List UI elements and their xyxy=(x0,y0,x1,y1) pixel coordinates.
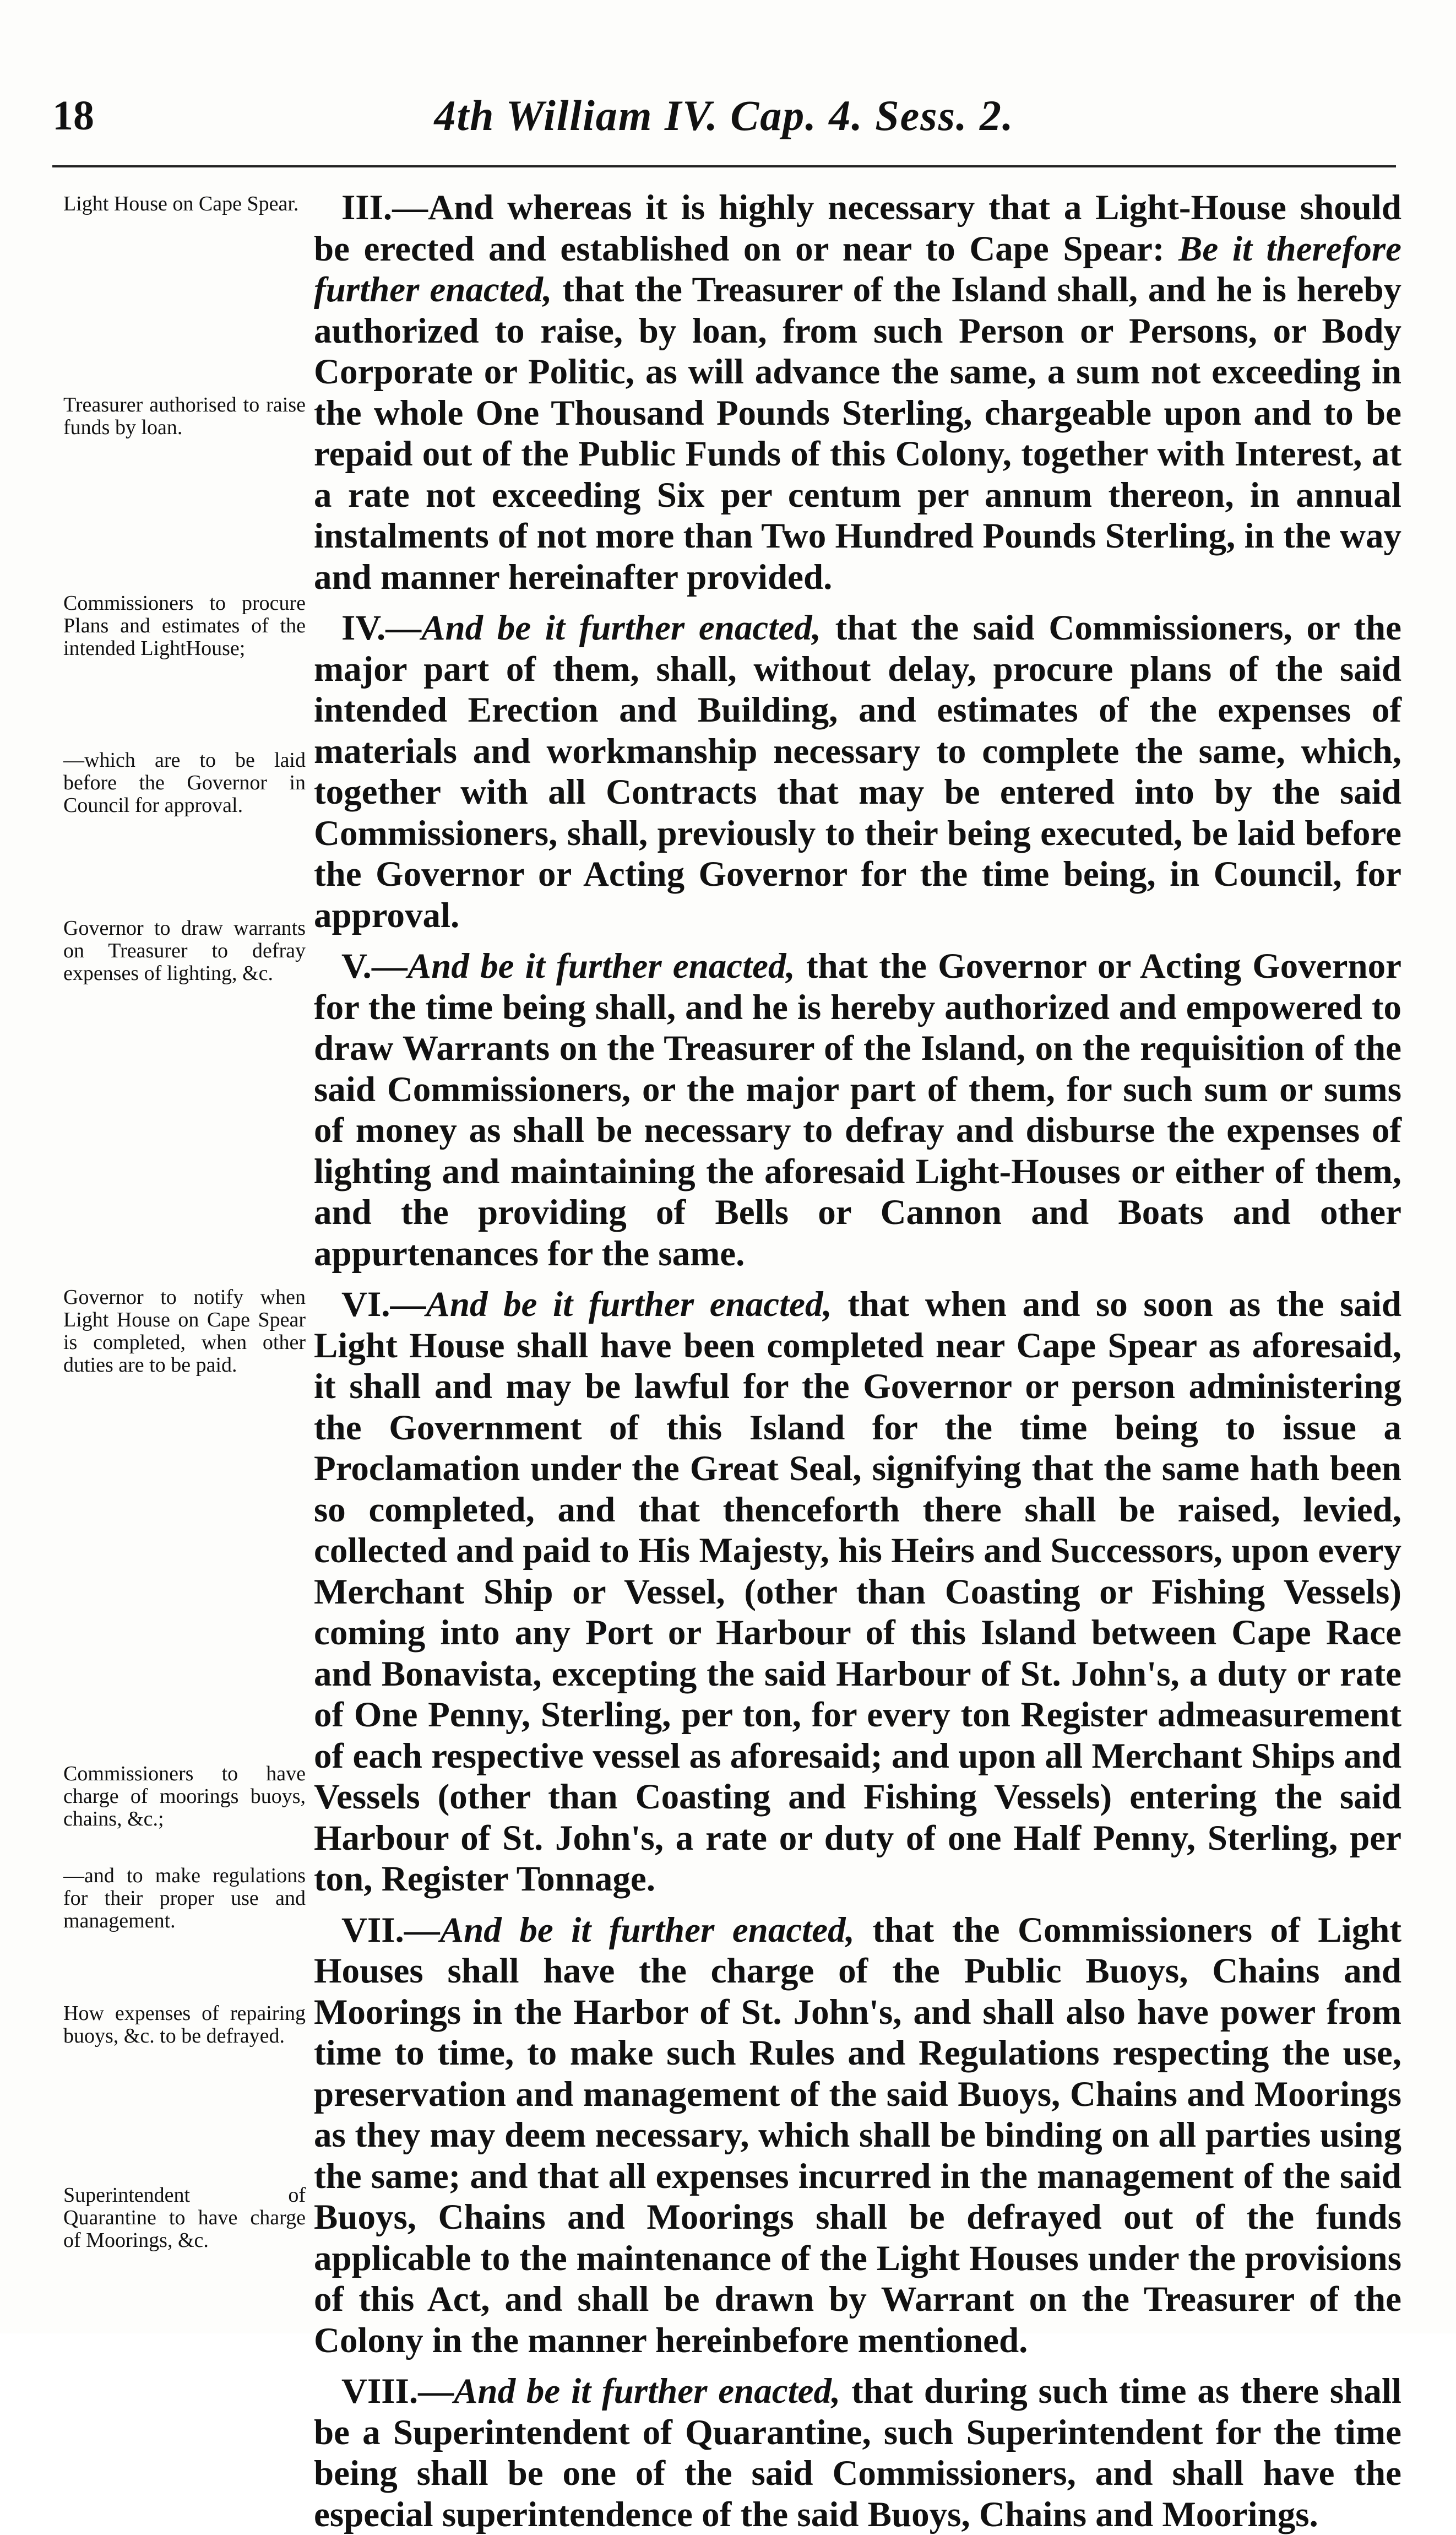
margin-note: Governor to notify when Light House on Cape Spear is completed, when other duties are to be paid. xyxy=(63,1286,306,1377)
section-dash: — xyxy=(404,1910,440,1950)
margin-notes xyxy=(63,190,306,2283)
section-number: IV. xyxy=(341,608,386,648)
section-number: VI. xyxy=(341,1285,390,1324)
margin-note: —which are to be laid before the Governor in Council for approval. xyxy=(63,749,306,817)
section-enacting-clause: And be it further enacted, xyxy=(421,608,821,648)
section-preamble: And whereas it is highly necessary that a Light-House should be erected and established on or near to Cape Spear: xyxy=(314,188,1401,269)
running-head: 4th William IV. Cap. 4. Sess. 2. xyxy=(434,91,1014,139)
section-paragraph xyxy=(314,608,1401,936)
margin-note: Superintendent of Quarantine to have charge of Moorings, &c. xyxy=(63,2184,306,2252)
margin-note: —and to make regulations for their proper use and management. xyxy=(63,1864,306,1932)
section-paragraph xyxy=(314,1284,1401,1900)
section-text: that during such time as there shall be a Superintendent of Quarantine, such Superintendent for the time being shall be one of the said Commissioners, and shall have the especial superintendence of the said Buoys, Chains and Moorings. xyxy=(314,2371,1401,2534)
section-number: VIII. xyxy=(341,2371,419,2411)
section-paragraph xyxy=(314,187,1401,598)
section-enacting-clause: And be it further enacted, xyxy=(439,1910,855,1950)
header-rule xyxy=(52,165,1396,167)
section-enacting-clause: And be it further enacted, xyxy=(407,946,795,986)
section-dash: — xyxy=(371,946,408,986)
margin-note: Commissioners to procure Plans and estimates of the intended LightHouse; xyxy=(63,592,306,660)
section-text: that the Treasurer of the Island shall, and he is hereby authorized to raise, by loan, from such Person or Persons, or Body Corporate or Politic, as will advance the same, a sum not exceeding in the whole One Thousand Pounds Sterling, chargeable upon and to be repaid out of the Public Funds of this Colony, together with Interest, at a rate not exceeding Six per centum per annum thereon, in annual instalments of not more than Two Hundred Pounds Sterling, in the way and manner hereinafter provided. xyxy=(314,270,1401,597)
section-text: that the said Commissioners, or the major part of them, shall, without delay, procure plans of the said intended Erection and Building, and estimates of the expenses of materials and workmanship necessary to complete the same, which, together with all Contracts that may be entered into by the said Commissioners, shall, previously to their being executed, be laid before the Governor or Acting Governor for the time being, in Council, for approval. xyxy=(314,608,1401,935)
section-number: III. xyxy=(341,188,393,228)
section-text: that the Governor or Acting Governor for the time being shall, and he is hereby authorized and empowered to draw Warrants on the Treasurer of the Island, on the requisition of the said Commissioners, or the major part of them, for such sum or sums of money as shall be necessary to defray and disburse the expenses of lighting and maintaining the aforesaid Light-Houses or either of them, and the providing of Bells or Cannon and Boats and other appurtenances for the same. xyxy=(314,946,1401,1274)
section-paragraph xyxy=(314,1910,1401,2361)
section-enacting-clause: Be it therefore further enacted, xyxy=(314,229,1401,310)
margin-note: Treasurer authorised to raise funds by loan. xyxy=(63,393,306,439)
section-dash: — xyxy=(385,608,422,648)
section-dash: — xyxy=(392,188,428,228)
section-number: V. xyxy=(341,946,372,986)
page-number: 18 xyxy=(52,93,94,139)
margin-note: How expenses of repairing buoys, &c. to be defrayed. xyxy=(63,2002,306,2048)
margin-note: Commissioners to have charge of moorings buoys, chains, &c.; xyxy=(63,1762,306,1830)
section-dash: — xyxy=(390,1285,426,1324)
section-enacting-clause: And be it further enacted, xyxy=(426,1285,832,1324)
section-paragraph xyxy=(314,2371,1401,2535)
section-number: VII. xyxy=(341,1910,404,1950)
margin-note: Governor to draw warrants on Treasurer to defray expenses of lighting, &c. xyxy=(63,917,306,985)
section-dash: — xyxy=(418,2371,454,2411)
section-paragraph xyxy=(314,946,1401,1274)
section-text: that the Commissioners of Light Houses shall have the charge of the Public Buoys, Chains and Moorings in the Harbor of St. John's, and shall also have power from time to time, to make such Rules and Regulations respecting the use, preservation and management of the said Buoys, Chains and Moorings as they may deem necessary, which shall be binding on all parties using the same; and that all expenses incurred in the management of the said Buoys, Chains and Moorings shall be defrayed out of the funds applicable to the maintenance of the Light Houses under the provisions of this Act, and shall be drawn by Warrant on the Treasurer of the Colony in the manner hereinbefore mentioned. xyxy=(314,1910,1402,2360)
section-enacting-clause: And be it further enacted, xyxy=(454,2371,841,2411)
page-header xyxy=(52,88,1396,154)
margin-note: Light House on Cape Spear. xyxy=(63,192,299,215)
section-text: that when and so soon as the said Light House shall have been completed near Cape Spear as aforesaid, it shall and may be lawful for the Governor or person administering the Government of this Island for the time being to issue a Proclamation under the Great Seal, signifying that the same hath been so completed, and that thenceforth there shall be raised, levied, collected and paid to His Majesty, his Heirs and Successors, upon every Merchant Ship or Vessel, (other than Coasting or Fishing Vessels) coming into any Port or Harbour of this Island between Cape Race and Bonavista, excepting the said Harbour of St. John's, a duty or rate of One Penny, Sterling, per ton, for every ton Register admeasurement of each respective vessel as aforesaid; and upon all Merchant Ships and Vessels (other than Coasting and Fishing Vessels) entering the said Harbour of St. John's, a rate or duty of one Half Penny, Sterling, per ton, Register Tonnage. xyxy=(314,1285,1401,1899)
body-text xyxy=(314,187,1402,2534)
